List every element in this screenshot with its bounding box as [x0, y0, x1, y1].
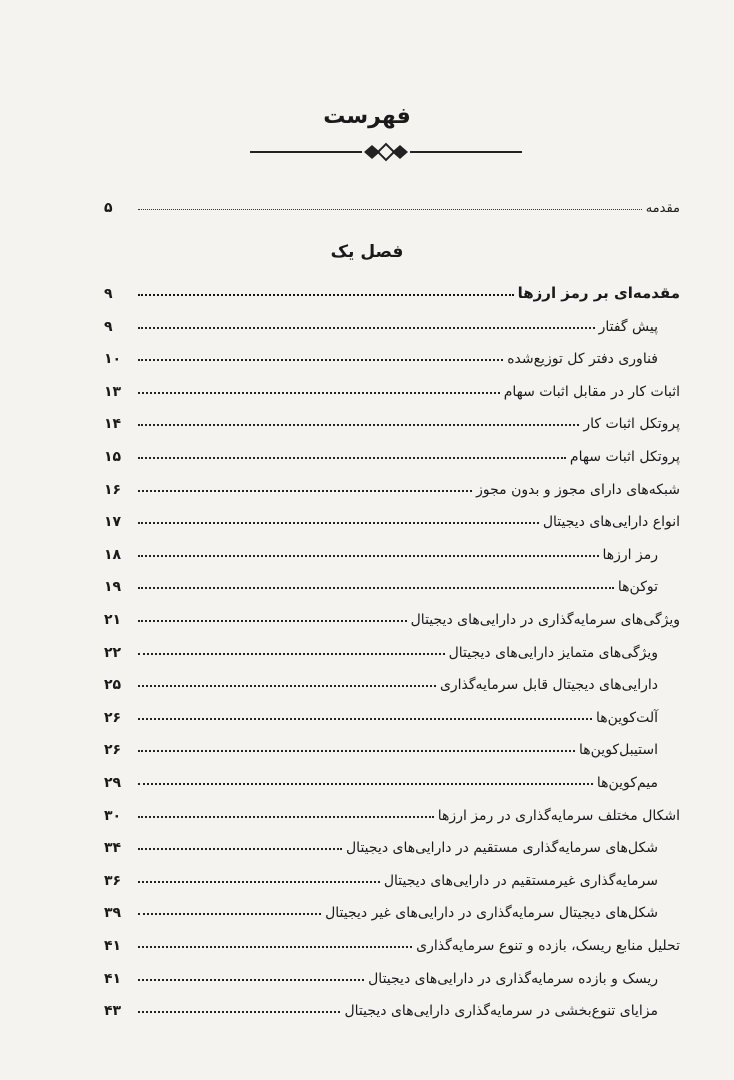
toc-entry[interactable] [104, 569, 680, 595]
toc-entry-label: اثبات کار در مقابل اثبات سهام [503, 383, 680, 400]
toc-entry-label: شکل‌های سرمایه‌گذاری مستقیم در دارایی‌های دیجیتال [346, 840, 658, 857]
toc-entry[interactable] [104, 667, 680, 693]
dot-leader [138, 554, 599, 557]
toc-entry-page: ۲۱ [104, 612, 122, 628]
toc-entry[interactable] [104, 537, 680, 563]
dot-leader [138, 945, 412, 948]
toc-entry-page: ۲۲ [104, 644, 122, 661]
toc-entry-label: میم‌کوین‌ها [596, 775, 658, 791]
toc-entry[interactable] [104, 406, 680, 432]
dot-leader [138, 293, 514, 296]
toc-entry[interactable] [104, 928, 680, 954]
toc-entry-page: ۲۹ [104, 775, 122, 791]
toc-entry-page: ۲۶ [104, 709, 122, 726]
dot-leader [138, 717, 592, 720]
chapter-heading: فصل یک [330, 242, 404, 262]
dot-leader [138, 586, 614, 589]
toc-entry[interactable] [104, 732, 680, 758]
title-ornament-icon [250, 140, 522, 164]
toc-entry[interactable] [104, 961, 680, 987]
dot-leader [138, 1010, 340, 1013]
toc-entry-label: استیبل‌کوین‌ها [579, 742, 658, 759]
page-title: فهرست [323, 104, 411, 129]
dot-leader [138, 652, 445, 655]
toc-entry[interactable] [104, 765, 680, 791]
toc-entry[interactable] [104, 341, 680, 367]
toc-entry-label: مزایای تنوع‌بخشی در سرمایه‌گذاری دارایی‌های دیجیتال [344, 1003, 658, 1020]
toc-entry[interactable] [104, 472, 680, 498]
toc-entry[interactable] [104, 993, 680, 1019]
toc-entry-page: ۲۶ [104, 742, 122, 759]
toc-entry-page: ۳۴ [104, 840, 122, 857]
toc-entry[interactable] [104, 504, 680, 530]
toc-entry-page: ۳۰ [104, 807, 122, 824]
toc-entry-page: ۱۸ [104, 546, 122, 563]
toc-entry-page: ۲۵ [104, 677, 122, 694]
toc-entry-label: ریسک و بازده سرمایه‌گذاری در دارایی‌های دیجیتال [368, 970, 658, 987]
dot-leader [138, 847, 342, 850]
toc-entry-page: ۳۹ [104, 905, 122, 922]
toc-entry[interactable] [104, 374, 680, 400]
toc-entry-page: ۴۱ [104, 938, 122, 954]
toc-entry-intro[interactable] [104, 190, 680, 216]
toc-entry-page: ۹ [104, 286, 113, 302]
dot-leader [138, 326, 595, 329]
toc-entry-page: ۱۳ [104, 383, 122, 400]
toc-entry-page: ۱۷ [104, 514, 122, 531]
toc-entry-page: ۱۹ [104, 579, 122, 596]
toc-entry-page: ۱۶ [104, 481, 122, 498]
dot-leader [138, 358, 503, 361]
toc-entry-page: ۱۰ [104, 351, 122, 368]
toc-entry-label: تحلیل منابع ریسک، بازده و تنوع سرمایه‌گذاری [416, 938, 680, 954]
dot-leader [138, 782, 593, 785]
dot-leader [138, 749, 575, 752]
toc-entry-label: شبکه‌های دارای مجوز و بدون مجوز [476, 481, 680, 498]
toc-entry-page: ۵ [104, 200, 113, 216]
toc-entry-page: ۹ [104, 318, 113, 335]
toc-entry[interactable] [104, 830, 680, 856]
toc-entry-page: ۳۶ [104, 872, 122, 889]
toc-entry-label: دارایی‌های دیجیتال قابل سرمایه‌گذاری [439, 677, 658, 694]
dot-leader [138, 978, 364, 981]
toc-entry[interactable] [104, 798, 680, 824]
toc-entry-label: پیش گفتار [598, 318, 658, 335]
toc-entry[interactable] [104, 895, 680, 921]
toc-entry-label: آلت‌کوین‌ها [595, 709, 658, 726]
toc-entry-label: شکل‌های دیجیتال سرمایه‌گذاری در دارایی‌های غیر دیجیتال [325, 905, 658, 922]
toc-entry-label: ویژگی‌های سرمایه‌گذاری در دارایی‌های دیجیتال [410, 612, 680, 628]
toc-entry-label: اشکال مختلف سرمایه‌گذاری در رمز ارزها [437, 807, 680, 824]
dot-leader [138, 815, 434, 818]
dot-leader [138, 489, 472, 492]
toc-entry-label: پروتکل اثبات کار [583, 416, 680, 433]
dot-leader [138, 912, 321, 915]
toc-entry[interactable] [104, 602, 680, 628]
toc-entry[interactable] [104, 309, 680, 335]
dot-leader [138, 456, 566, 459]
toc-entry-label: مقدمه‌ای بر رمز ارزها [517, 284, 680, 302]
dot-leader [138, 684, 436, 687]
toc-entry-label: سرمایه‌گذاری غیرمستقیم در دارایی‌های دیجیتال [383, 872, 658, 889]
toc-entry-page: ۴۱ [104, 970, 122, 987]
toc-entry[interactable] [104, 863, 680, 889]
toc-entry-label: ویژگی‌های متمایز دارایی‌های دیجیتال [448, 644, 658, 661]
toc-entry-page: ۴۳ [104, 1003, 122, 1020]
toc-entry[interactable] [104, 700, 680, 726]
dot-leader [138, 423, 579, 426]
toc-entry-label: پروتکل اثبات سهام [569, 449, 680, 465]
dot-leader [138, 619, 407, 622]
toc-entry-label: توکن‌ها [617, 579, 658, 596]
toc-entry-label: مقدمه [645, 201, 680, 216]
dot-leader [138, 391, 500, 394]
dot-leader [138, 208, 642, 210]
toc-entry[interactable] [104, 439, 680, 465]
toc-entry-label: رمز ارزها [602, 546, 658, 563]
toc-entry-label: فناوری دفتر کل توزیع‌شده [507, 351, 658, 368]
toc-entry-page: ۱۵ [104, 449, 122, 465]
toc-entry-page: ۱۴ [104, 416, 122, 433]
dot-leader [138, 521, 539, 524]
toc-entry-label: انواع دارایی‌های دیجیتال [542, 514, 680, 531]
dot-leader [138, 880, 380, 883]
toc-entry[interactable] [104, 276, 680, 302]
toc-entry[interactable] [104, 635, 680, 661]
